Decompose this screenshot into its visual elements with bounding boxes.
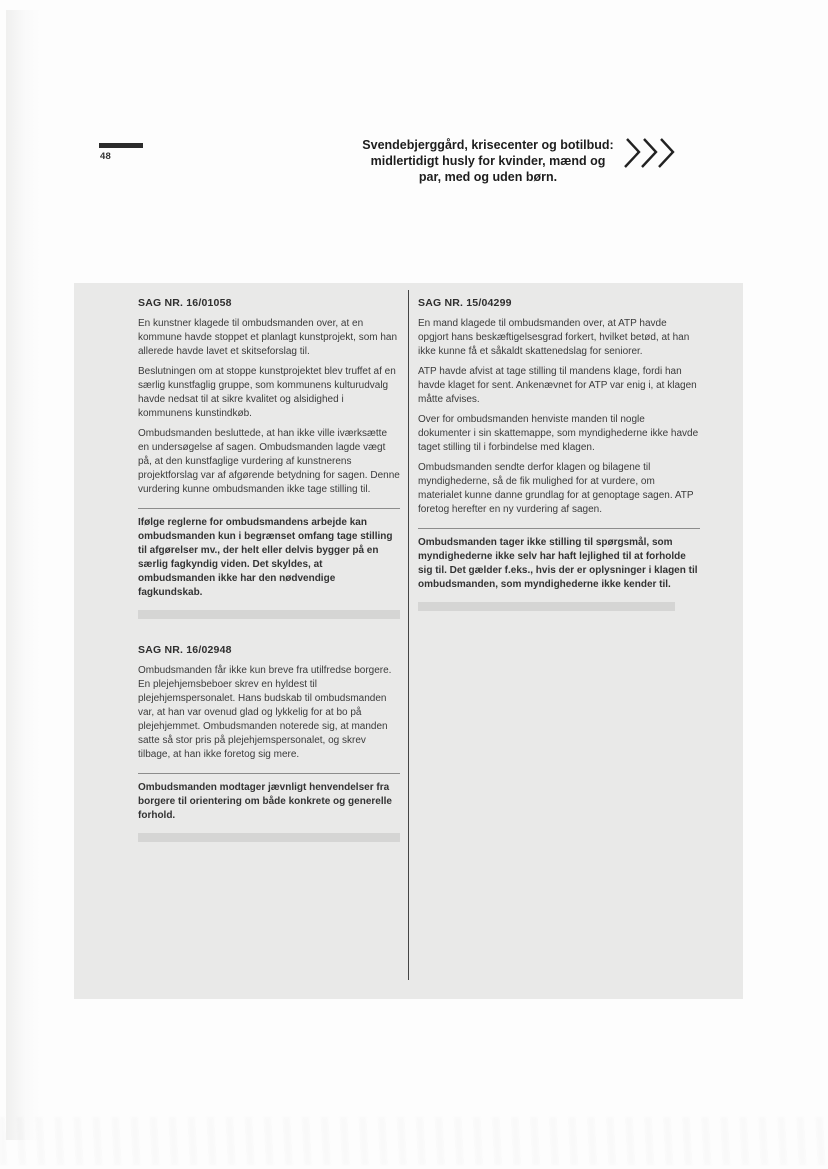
case-note: Ifølge reglerne for ombudsmandens arbejde kan ombudsmanden kun i begrænset omfang tage stilling til afgørelser mv., der helt eller delvis bygger på en særlig fagkyndig viden. Det skyldes, at ombudsmanden ikke har den nødvendige fagkundskab. (138, 517, 393, 598)
case-note: Ombudsmanden modtager jævnligt henvendelser fra borgere til orientering om både konkrete og generelle forhold. (138, 782, 392, 821)
scan-shadow-left (6, 10, 40, 1140)
page-title: Svendebjerggård, krisecenter og botilbud: midlertidigt husly for kvinder, mænd og par, med og uden børn. (362, 138, 614, 184)
case-paragraph: Over for ombudsmanden henviste manden til nogle dokumenter i sin skattemappe, som myndighederne ikke havde taget stilling til i forbindelse med klagen. (418, 414, 699, 453)
page-number: 48 (100, 151, 111, 162)
right-column (418, 296, 700, 611)
case-number: SAG NR. 16/01058 (138, 297, 232, 309)
column-divider (408, 290, 409, 980)
note-rule (138, 508, 400, 509)
case-summary-box (74, 283, 743, 999)
case-paragraph: Beslutningen om at stoppe kunstprojektet blev truffet af en særlig kunstfaglig gruppe, som kommunens kulturudvalg havde nedsat til at sikre kvalitet og alsidighed i kommunens kunstindkøb. (138, 366, 396, 419)
redacted-bar (138, 833, 400, 842)
case-note: Ombudsmanden tager ikke stilling til spørgsmål, som myndighederne ikke selv har haft lejlighed til at forholde sig til. Det gælder f.eks., hvis der er oplysninger i klagen til ombudsmanden, som myndighederne ikke kender til. (418, 537, 698, 590)
left-column (138, 296, 400, 842)
note-rule (418, 528, 700, 529)
case-number: SAG NR. 15/04299 (418, 297, 512, 309)
page-marker-bar (99, 143, 143, 148)
case-paragraph: En mand klagede til ombudsmanden over, at ATP havde opgjort hans beskæftigelsesgrad forkert, hvilket betød, at han ikke kunne få et såkaldt skattenedslag for seniorer. (418, 318, 690, 357)
case-paragraph: Ombudsmanden besluttede, at han ikke ville iværksætte en undersøgelse af sagen. Ombudsmanden lagde vægt på, at den kunstfaglige vurdering af kunstnerens projektforslag var af afgørende betydning for sagen. Denne vurdering kunne ombudsmanden ikke tage stilling til. (138, 428, 400, 495)
triple-chevron-right-icon (624, 136, 676, 170)
case-paragraph: Ombudsmanden sendte derfor klagen og bilagene til myndighederne, så de fik mulighed for at vurdere, om materialet kunne danne grundlag for at genoptage sagen. ATP foretog herefter en ny vurdering af sagen. (418, 462, 694, 515)
case-number: SAG NR. 16/02948 (138, 644, 232, 656)
case-paragraph: Ombudsmanden får ikke kun breve fra utilfredse borgere. En plejehjemsbeboer skrev en hyldest til plejehjemspersonalet. Hans budskab til ombudsmanden var, at han var ovenud glad og lykkelig for at bo på plejehjemmet. Ombudsmanden noterede sig, at manden satte så stor pris på plejehjemspersonalet, og skrev tilbage, at han ikke foretog sig mere. (138, 665, 392, 760)
note-rule (138, 773, 400, 774)
case-paragraph: ATP havde afvist at tage stilling til mandens klage, fordi han havde klaget for sent. Ankenævnet for ATP var enig i, at klagen måtte afvises. (418, 366, 697, 405)
case-paragraph: En kunstner klagede til ombudsmanden over, at en kommune havde stoppet et planlagt kunstprojekt, som han allerede havde lavet et skitseforslag til. (138, 318, 398, 357)
redacted-bar (418, 602, 675, 611)
redacted-bar (138, 610, 400, 619)
scan-noise-bottom (0, 1117, 828, 1165)
